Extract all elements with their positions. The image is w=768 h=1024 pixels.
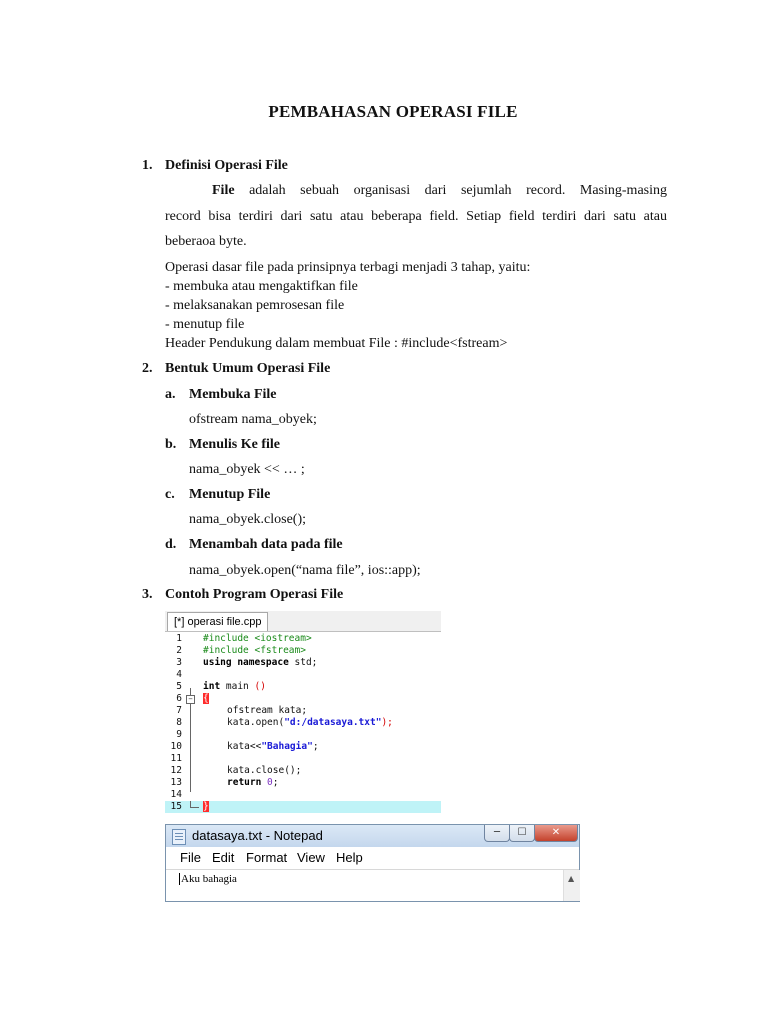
section-1-line: - menutup file xyxy=(165,317,245,332)
code-editor xyxy=(165,611,441,811)
section-1-line: - melaksanakan pemrosesan file xyxy=(165,298,345,313)
code-text xyxy=(227,741,319,753)
menu-view[interactable]: View xyxy=(297,850,325,865)
code-text xyxy=(203,801,209,813)
code-brace: { xyxy=(203,693,209,704)
fold-toggle-icon[interactable]: − xyxy=(186,695,195,704)
item-b-heading: Menulis Ke file xyxy=(189,437,280,452)
code-keyword: int xyxy=(203,681,221,692)
line-number: 12 xyxy=(170,765,182,776)
code-part: ); xyxy=(381,717,393,728)
item-b-letter: b. xyxy=(165,437,177,452)
section-1-heading: Definisi Operasi File xyxy=(165,158,288,173)
line-number: 7 xyxy=(176,705,182,716)
page-title: PEMBAHASAN OPERASI FILE xyxy=(268,102,518,121)
section-1-line: - membuka atau mengaktifkan file xyxy=(165,279,358,294)
line-number: 5 xyxy=(176,681,182,692)
code-line-14 xyxy=(165,789,441,801)
code-brace: } xyxy=(203,801,209,812)
code-text: #include <iostream> xyxy=(203,633,312,644)
line-number: 13 xyxy=(170,777,182,788)
item-a-code: ofstream nama_obyek; xyxy=(189,412,317,427)
line-number: 6 xyxy=(176,693,182,704)
notepad-icon xyxy=(172,829,186,845)
code-text xyxy=(203,693,209,705)
item-a-letter: a. xyxy=(165,387,176,402)
code-text xyxy=(203,657,317,669)
code-line-6 xyxy=(165,693,441,705)
notepad-menubar xyxy=(166,848,579,870)
code-text xyxy=(227,777,279,789)
line-number: 9 xyxy=(176,729,182,740)
item-c-letter: c. xyxy=(165,487,175,502)
section-2-heading: Bentuk Umum Operasi File xyxy=(165,361,331,376)
code-line-4 xyxy=(165,669,441,681)
notepad-text-area[interactable] xyxy=(166,870,562,901)
notepad-title: datasaya.txt - Notepad xyxy=(192,828,323,843)
code-text: kata.close(); xyxy=(227,765,302,776)
editor-tabbar xyxy=(165,611,441,632)
menu-edit[interactable]: Edit xyxy=(212,850,235,865)
code-part: ; xyxy=(272,777,279,788)
notepad-titlebar[interactable] xyxy=(166,825,579,847)
editor-tab[interactable]: [*] operasi file.cpp xyxy=(167,612,268,631)
scroll-up-icon[interactable]: ▲ xyxy=(568,874,575,883)
line-number: 1 xyxy=(176,633,182,644)
code-part: kata<< xyxy=(227,741,262,752)
line-number: 2 xyxy=(176,645,182,656)
maximize-button[interactable]: ☐ xyxy=(509,825,535,842)
section-1-para-line-3: beberaoa byte. xyxy=(165,234,247,249)
code-rest: main xyxy=(220,681,255,692)
section-1-para-line-2: record bisa terdiri dari satu atau beberapa field. Setiap field terdiri dari satu atau xyxy=(165,209,667,224)
section-2-number: 2. xyxy=(142,361,153,376)
code-line-1 xyxy=(165,633,441,645)
code-number: 0 xyxy=(261,777,273,788)
section-1-number: 1. xyxy=(142,158,153,173)
section-1-line: Operasi dasar file pada prinsipnya terbagi menjadi 3 tahap, yaitu: xyxy=(165,260,531,275)
item-d-letter: d. xyxy=(165,537,177,552)
line-number: 3 xyxy=(176,657,182,668)
line-number: 10 xyxy=(170,741,182,752)
section-1-line: Header Pendukung dalam membuat File : #include<fstream> xyxy=(165,336,508,351)
code-part: ; xyxy=(312,741,319,752)
code-line-11 xyxy=(165,753,441,765)
menu-format[interactable]: Format xyxy=(246,850,288,865)
code-rest: std; xyxy=(288,657,318,668)
code-string: "Bahagia" xyxy=(261,741,313,752)
para-line-1-text: adalah sebuah organisasi dari sejumlah record. Masing-masing xyxy=(234,183,667,198)
menu-help[interactable]: Help xyxy=(336,850,363,865)
code-part: kata.open( xyxy=(227,717,285,728)
item-d-code: nama_obyek.open(“nama file”, ios::app); xyxy=(189,563,421,578)
line-number: 15 xyxy=(170,801,182,812)
code-line-13 xyxy=(165,777,441,789)
code-line-5 xyxy=(165,681,441,693)
code-text: #include <fstream> xyxy=(203,645,306,656)
line-number: 14 xyxy=(170,789,182,800)
item-c-heading: Menutup File xyxy=(189,487,271,502)
minimize-button[interactable]: ─ xyxy=(484,825,510,842)
code-line-12 xyxy=(165,765,441,777)
notepad-content: Aku bahagia xyxy=(181,873,237,885)
code-line-10 xyxy=(165,741,441,753)
close-button[interactable]: ✕ xyxy=(534,825,578,842)
code-line-8 xyxy=(165,717,441,729)
item-c-code: nama_obyek.close(); xyxy=(189,512,307,527)
code-text xyxy=(203,681,266,693)
item-a-heading: Membuka File xyxy=(189,387,277,402)
line-number: 8 xyxy=(176,717,182,728)
section-3-number: 3. xyxy=(142,587,153,602)
fold-end-icon xyxy=(190,801,199,808)
menu-file[interactable]: File xyxy=(180,850,201,865)
item-d-heading: Menambah data pada file xyxy=(189,537,343,552)
code-keyword: using namespace xyxy=(203,657,289,668)
code-text xyxy=(227,717,393,729)
code-keyword: return xyxy=(227,777,262,788)
para-bold-term: File xyxy=(212,183,235,198)
code-line-2 xyxy=(165,645,441,657)
item-b-code: nama_obyek << … ; xyxy=(189,462,305,477)
code-line-9 xyxy=(165,729,441,741)
code-paren: () xyxy=(254,681,266,692)
code-line-7 xyxy=(165,705,441,717)
section-1-para-line-1 xyxy=(165,183,667,199)
line-number: 11 xyxy=(170,753,182,764)
line-number: 4 xyxy=(176,669,182,680)
section-3-heading: Contoh Program Operasi File xyxy=(165,587,344,602)
code-line-3 xyxy=(165,657,441,669)
code-string: "d:/datasaya.txt" xyxy=(284,717,382,728)
code-line-15 xyxy=(165,801,441,813)
vertical-scrollbar[interactable] xyxy=(563,870,580,901)
code-text: ofstream kata; xyxy=(227,705,308,716)
notepad-window xyxy=(165,824,580,902)
